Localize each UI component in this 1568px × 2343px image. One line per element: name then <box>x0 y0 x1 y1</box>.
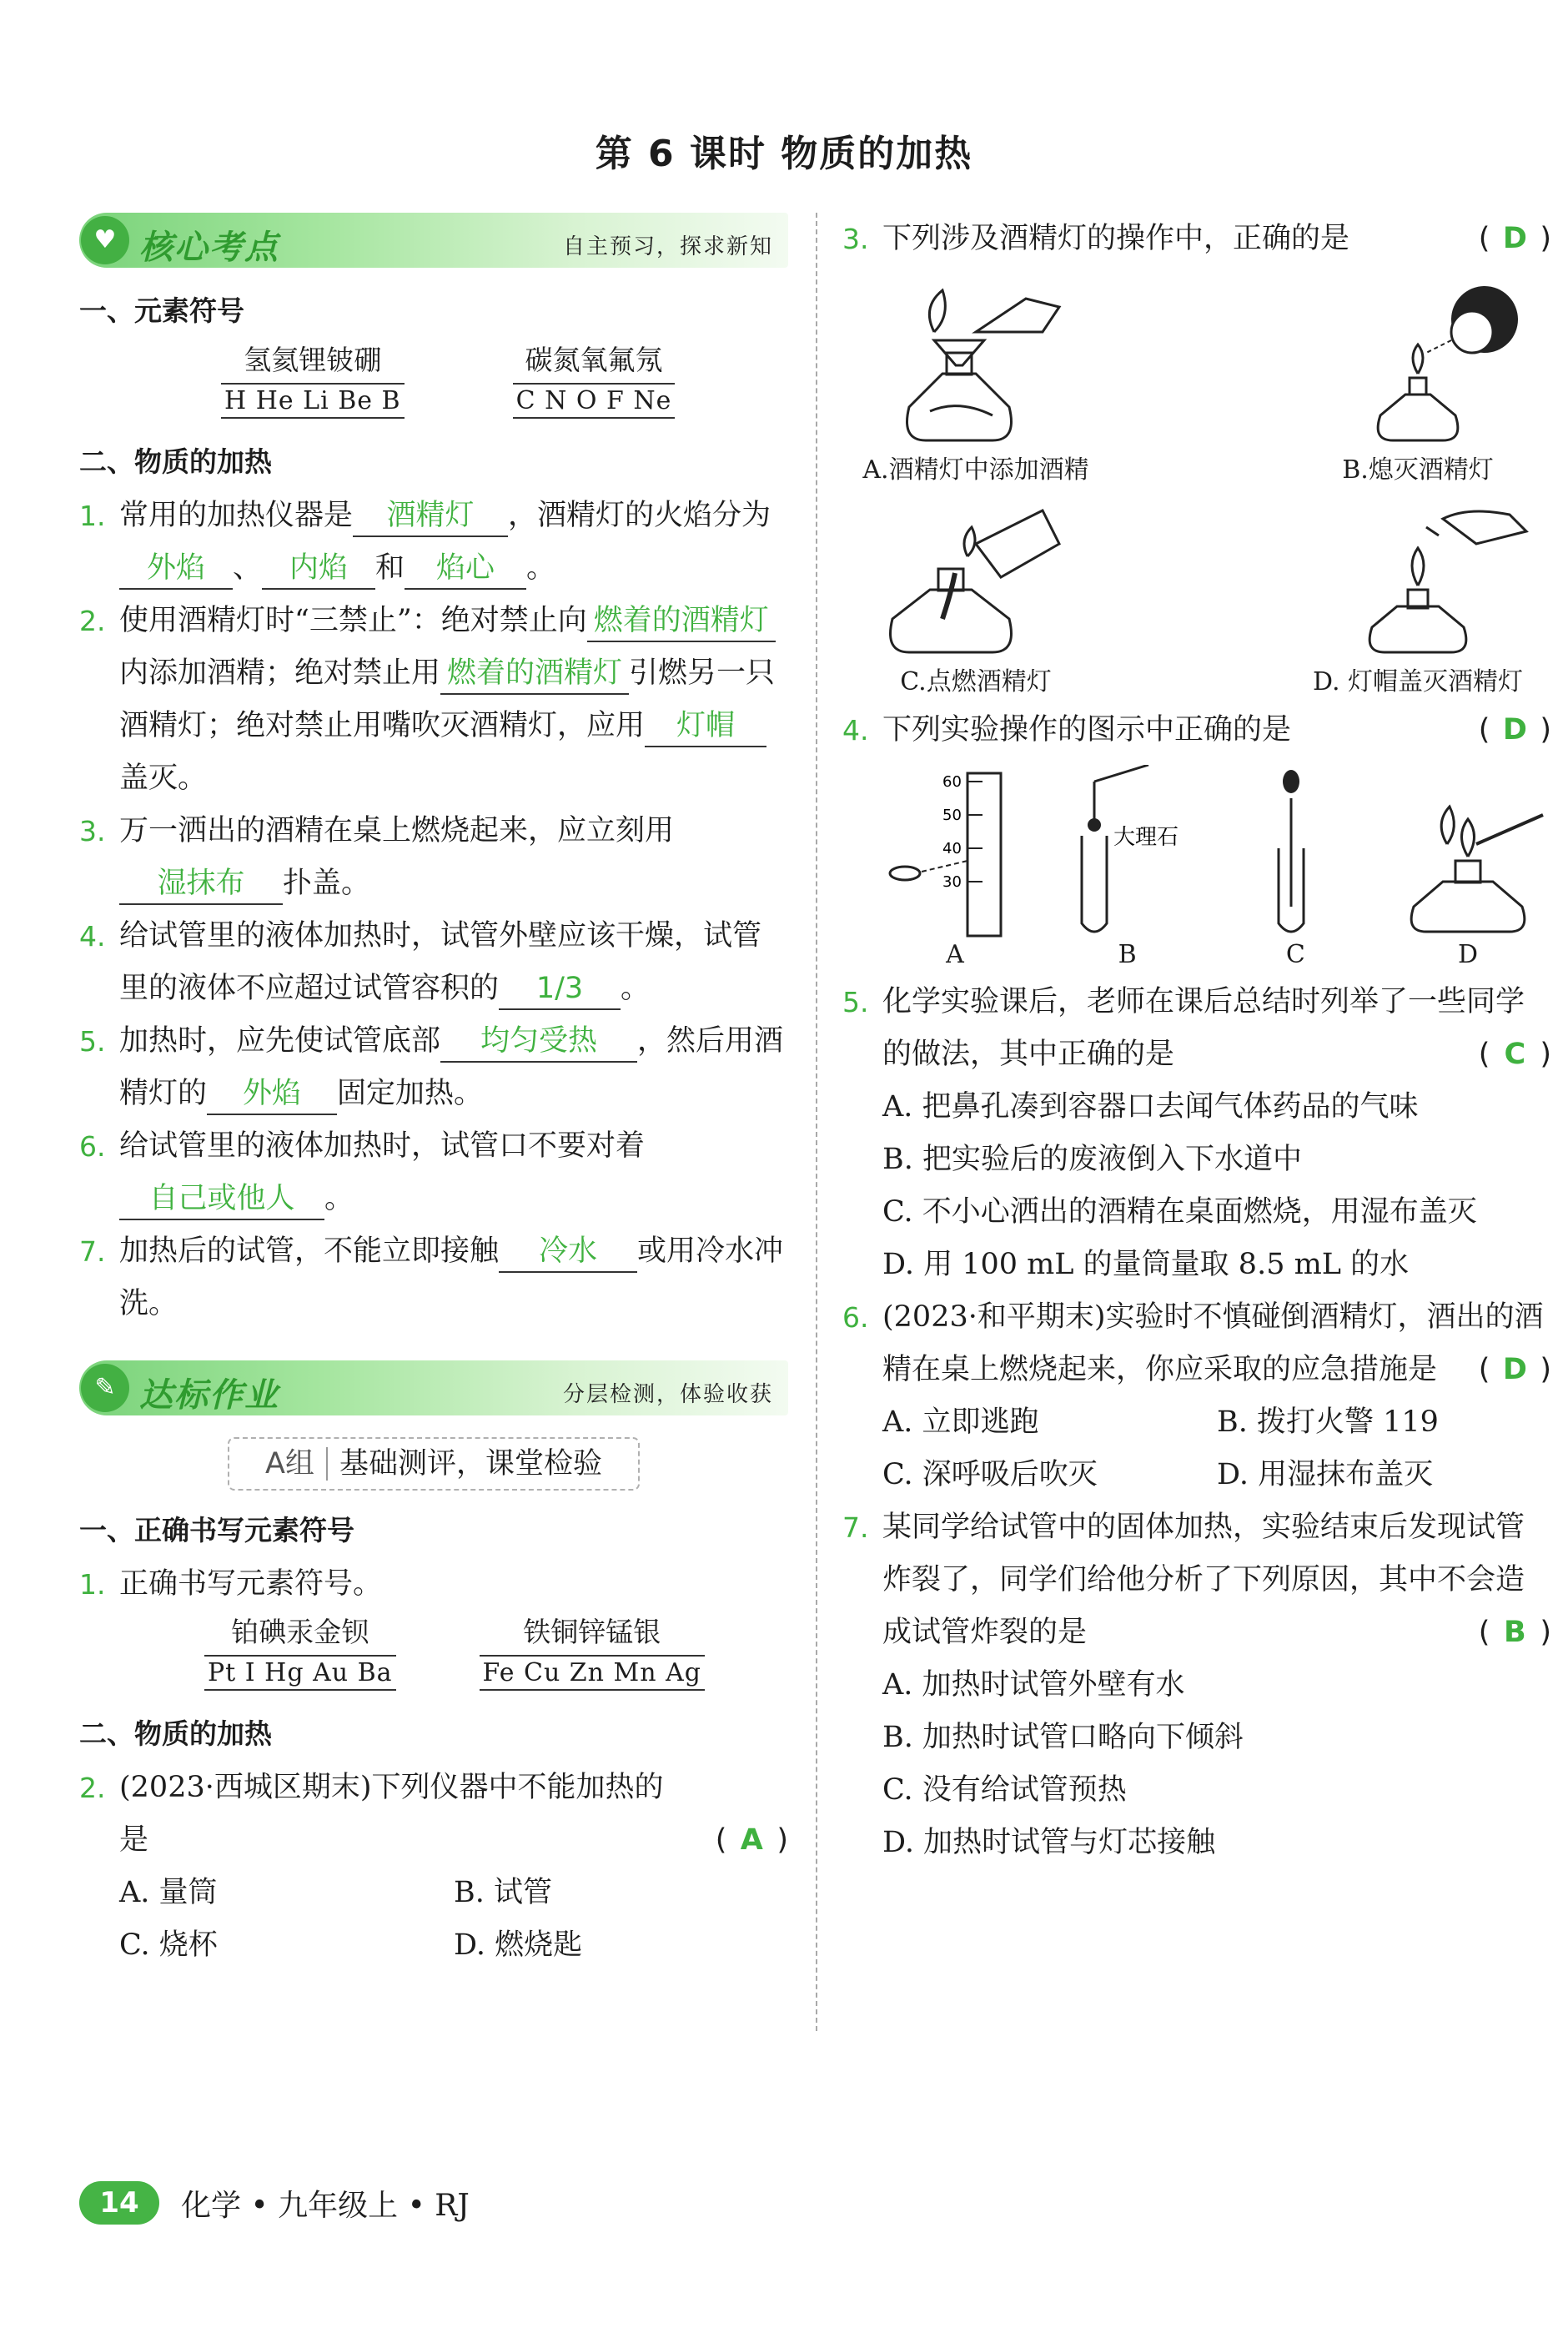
answer-paren: ( D ) <box>1479 1344 1551 1396</box>
mnemonic <box>480 1611 705 1691</box>
figure-caption: A <box>946 940 964 969</box>
question-text: ，然后用酒精灯的 <box>119 1024 784 1110</box>
option[interactable]: B. 加热时试管口略向下倾斜 <box>882 1721 1244 1754</box>
mnemonic-symbols: C N O F Ne <box>513 383 676 419</box>
figure-row <box>842 765 1551 969</box>
homework-banner-title: 达标作业 <box>139 1376 279 1415</box>
question-text: 常用的加热仪器是 <box>119 499 354 532</box>
answer-blank[interactable]: 燃着的酒精灯 <box>440 653 629 695</box>
mnemonic-symbols: H He Li Be B <box>221 383 405 419</box>
right-column <box>842 213 1551 1869</box>
mnemonic-row <box>204 1611 788 1691</box>
question-text: 和 <box>375 551 405 585</box>
option[interactable]: D. 用湿抹布盖灭 <box>1217 1458 1434 1491</box>
tick-label: 60 <box>942 773 962 791</box>
marble-label: 大理石 <box>1113 825 1179 850</box>
question-text: 固定加热。 <box>337 1077 484 1110</box>
question-text: 。 <box>526 551 556 585</box>
figure-b <box>1293 274 1543 485</box>
question-6 <box>79 1120 788 1225</box>
option[interactable]: B. 拨打火警 119 <box>1217 1405 1439 1439</box>
dropper-tube-illustration <box>1229 765 1362 940</box>
figure-4d <box>1385 765 1551 969</box>
tick-label: 40 <box>942 840 962 857</box>
question-number: 7. <box>842 1511 869 1544</box>
group-name: A组 <box>265 1447 328 1481</box>
question-r4 <box>842 704 1551 757</box>
option[interactable]: C. 没有给试管预热 <box>882 1773 1127 1807</box>
book-info: 化学 • 九年级上 • RJ <box>181 2188 470 2223</box>
mnemonic <box>204 1611 396 1691</box>
figure-4b <box>1048 765 1207 969</box>
section-heading: 一、正确书写元素符号 <box>79 1514 354 1546</box>
figure-caption: B.熄灭酒精灯 <box>1342 455 1494 485</box>
option[interactable]: D. 用 100 mL 的量筒量取 8.5 mL 的水 <box>882 1248 1410 1281</box>
question-5 <box>79 1015 788 1120</box>
question-number: 5. <box>842 986 869 1018</box>
figure-caption: C.点燃酒精灯 <box>900 667 1052 696</box>
cylinder-reading-illustration <box>884 765 1026 940</box>
option[interactable]: A. 把鼻孔凑到容器口去闻气体药品的气味 <box>882 1090 1419 1124</box>
option[interactable]: A. 量筒 <box>119 1876 218 1909</box>
option[interactable]: D. 加热时试管与灯芯接触 <box>882 1826 1216 1859</box>
question-text: ，酒精灯的火焰分为 <box>508 499 771 532</box>
answer-choice[interactable]: A <box>740 1823 763 1857</box>
option[interactable]: A. 立即逃跑 <box>882 1405 1039 1439</box>
option[interactable]: C. 深呼吸后吹灭 <box>882 1458 1098 1491</box>
mnemonic <box>221 339 405 419</box>
pencil-icon: ✎ <box>81 1364 129 1412</box>
option[interactable]: B. 把实验后的废液倒入下水道中 <box>882 1143 1302 1176</box>
question-text: 使用酒精灯时“三禁止”：绝对禁止向 <box>119 604 587 637</box>
group-label <box>228 1437 640 1491</box>
answer-blank[interactable]: 燃着的酒精灯 <box>587 601 776 642</box>
question-text: (2023·西城区期末)下列仪器中不能加热的是 <box>119 1771 664 1857</box>
question-text: 加热时，应先使试管底部 <box>119 1024 441 1058</box>
section-heading: 二、物质的加热 <box>79 1717 272 1750</box>
answer-choice[interactable]: D <box>1502 1353 1527 1386</box>
answer-blank[interactable]: 焰心 <box>405 548 526 590</box>
answer-blank[interactable]: 灯帽 <box>645 706 766 747</box>
answer-blank[interactable]: 冷水 <box>499 1231 637 1273</box>
core-banner-title: 核心考点 <box>139 229 279 267</box>
mnemonic-chinese: 氢氦锂铍硼 <box>244 344 382 376</box>
question-text: 加热后的试管，不能立即接触 <box>119 1234 500 1268</box>
mnemonic-symbols: Fe Cu Zn Mn Ag <box>480 1655 705 1691</box>
marble-tube-illustration <box>1048 765 1207 940</box>
question-text: 。 <box>324 1182 354 1215</box>
question-number: 3. <box>79 815 106 847</box>
figure-c <box>851 494 1101 697</box>
hw-question-2 <box>79 1762 788 1867</box>
answer-paren: ( A ) <box>716 1814 788 1867</box>
question-r7 <box>842 1501 1551 1659</box>
group-title: 基础测评，课堂检验 <box>339 1447 602 1481</box>
figure-4c <box>1229 765 1362 969</box>
heart-icon: ♥ <box>81 216 129 264</box>
question-text: 引燃另一只酒精灯；绝对禁止用嘴吹灭酒精灯，应用 <box>119 656 776 742</box>
question-text: 万一洒出的酒精在桌上燃烧起来，应立刻用 <box>119 814 675 847</box>
page-footer <box>79 2181 470 2225</box>
figure-caption: A.酒精灯中添加酒精 <box>862 455 1089 485</box>
homework-banner <box>79 1360 788 1415</box>
question-text: (2023·和平期末)实验时不慎碰倒酒精灯，酒出的酒精在桌上燃烧起来，你应采取的应急措施是 <box>882 1300 1544 1386</box>
blow-out-illustration <box>1293 274 1543 449</box>
answer-choice[interactable]: D <box>1502 222 1527 255</box>
question-number: 2. <box>79 605 106 637</box>
question-text: 或用冷水冲洗。 <box>119 1234 784 1320</box>
figure-d <box>1293 494 1543 697</box>
question-4 <box>79 910 788 1015</box>
question-number: 7. <box>79 1235 106 1268</box>
answer-blank[interactable]: 内焰 <box>262 548 375 590</box>
question-text: 内添加酒精；绝对禁止用 <box>119 656 441 690</box>
question-text: 化学实验课后，老师在课后总结时列举了一些同学的做法，其中正确的是 <box>882 985 1525 1071</box>
homework-banner-subtitle: 分层检测，体验收获 <box>562 1382 773 1407</box>
figure-a <box>851 274 1101 485</box>
option[interactable]: C. 不小心洒出的酒精在桌面燃烧，用湿布盖灭 <box>882 1195 1477 1229</box>
question-1 <box>79 490 788 595</box>
figure-caption: D <box>1457 940 1478 969</box>
column-divider <box>816 213 817 2031</box>
question-3 <box>79 805 788 910</box>
option[interactable]: D. 燃烧匙 <box>454 1928 583 1962</box>
question-number: 1. <box>79 500 106 532</box>
figure-caption: B <box>1118 940 1137 969</box>
tick-label: 30 <box>942 873 962 891</box>
answer-paren: ( C ) <box>1479 1028 1551 1081</box>
answer-choice[interactable]: D <box>1502 713 1527 747</box>
figure-4a <box>884 765 1026 969</box>
question-r6 <box>842 1291 1551 1396</box>
question-number: 3. <box>842 223 869 255</box>
answer-paren: ( B ) <box>1479 1606 1551 1659</box>
question-number: 5. <box>79 1025 106 1058</box>
answer-paren: ( D ) <box>1479 704 1551 757</box>
mnemonic-chinese: 铂碘汞金钡 <box>231 1616 369 1648</box>
question-text: 给试管里的液体加热时，试管口不要对着 <box>119 1129 646 1163</box>
answer-blank[interactable]: 均匀受热 <box>440 1021 637 1063</box>
question-number: 6. <box>842 1301 869 1334</box>
mnemonic-chinese: 铁铜锌锰银 <box>523 1616 661 1648</box>
options-row <box>79 1867 788 1919</box>
question-text: 下列涉及酒精灯的操作中，正确的是 <box>882 222 1350 255</box>
options-row <box>79 1919 788 1972</box>
mnemonic-symbols: Pt I Hg Au Ba <box>204 1655 396 1691</box>
option[interactable]: B. 试管 <box>454 1876 552 1909</box>
question-text: 扑盖。 <box>283 867 371 900</box>
question-text: 盖灭。 <box>119 762 208 795</box>
figure-row <box>842 274 1551 485</box>
core-banner-subtitle: 自主预习，探求新知 <box>562 234 773 259</box>
add-alcohol-illustration <box>851 274 1101 449</box>
answer-blank[interactable]: 1/3 <box>499 968 621 1010</box>
answer-choice[interactable]: C <box>1504 1038 1526 1071</box>
answer-blank[interactable]: 自己或他人 <box>119 1179 324 1220</box>
section-heading: 二、物质的加热 <box>79 445 272 478</box>
light-lamp-illustration <box>851 494 1101 661</box>
question-text: 。 <box>621 972 651 1005</box>
figure-row <box>842 494 1551 697</box>
question-number: 2. <box>79 1772 106 1804</box>
cap-extinguish-illustration <box>1293 494 1543 661</box>
question-number: 4. <box>79 920 106 953</box>
page-title: 第 6 课时 物质的加热 <box>595 133 973 175</box>
mnemonic-row <box>221 339 788 419</box>
answer-paren: ( D ) <box>1479 213 1551 265</box>
answer-blank[interactable]: 外焰 <box>207 1073 337 1115</box>
mnemonic-chinese: 碳氮氧氟氖 <box>525 344 663 376</box>
figure-caption: C <box>1285 940 1305 969</box>
answer-choice[interactable]: B <box>1504 1616 1526 1649</box>
question-text: 某同学给试管中的固体加热，实验结束后发现试管炸裂了，同学们给他分析了下列原因，其中不会造成试管炸裂的是 <box>882 1511 1525 1649</box>
question-text: 下列实验操作的图示中正确的是 <box>882 713 1292 747</box>
option[interactable]: C. 烧杯 <box>119 1928 218 1962</box>
question-r3 <box>842 213 1551 265</box>
question-text: 、 <box>233 551 263 585</box>
section-heading: 一、元素符号 <box>79 294 244 327</box>
options-row <box>842 1449 1551 1501</box>
hw-question-1 <box>79 1558 788 1611</box>
answer-blank[interactable]: 外焰 <box>119 548 233 590</box>
core-banner <box>79 213 788 268</box>
question-2 <box>79 595 788 805</box>
question-number: 6. <box>79 1130 106 1163</box>
answer-blank[interactable]: 湿抹布 <box>119 863 283 905</box>
question-number: 1. <box>79 1568 106 1601</box>
option[interactable]: A. 加热时试管外壁有水 <box>882 1668 1185 1702</box>
mnemonic <box>513 339 676 419</box>
figure-caption: D. 灯帽盖灭酒精灯 <box>1312 667 1524 696</box>
left-column <box>79 213 788 1972</box>
tick-label: 50 <box>942 807 962 824</box>
page-number: 14 <box>79 2181 159 2225</box>
question-7 <box>79 1225 788 1330</box>
question-number: 4. <box>842 714 869 747</box>
question-r5 <box>842 976 1551 1081</box>
options-row <box>842 1396 1551 1449</box>
question-text: 给试管里的液体加热时，试管外壁应该干燥，试管里的液体不应超过试管容积的 <box>119 919 762 1005</box>
answer-blank[interactable]: 酒精灯 <box>353 495 508 537</box>
lamp-to-lamp-illustration <box>1385 765 1551 940</box>
question-text: 正确书写元素符号。 <box>119 1567 383 1601</box>
